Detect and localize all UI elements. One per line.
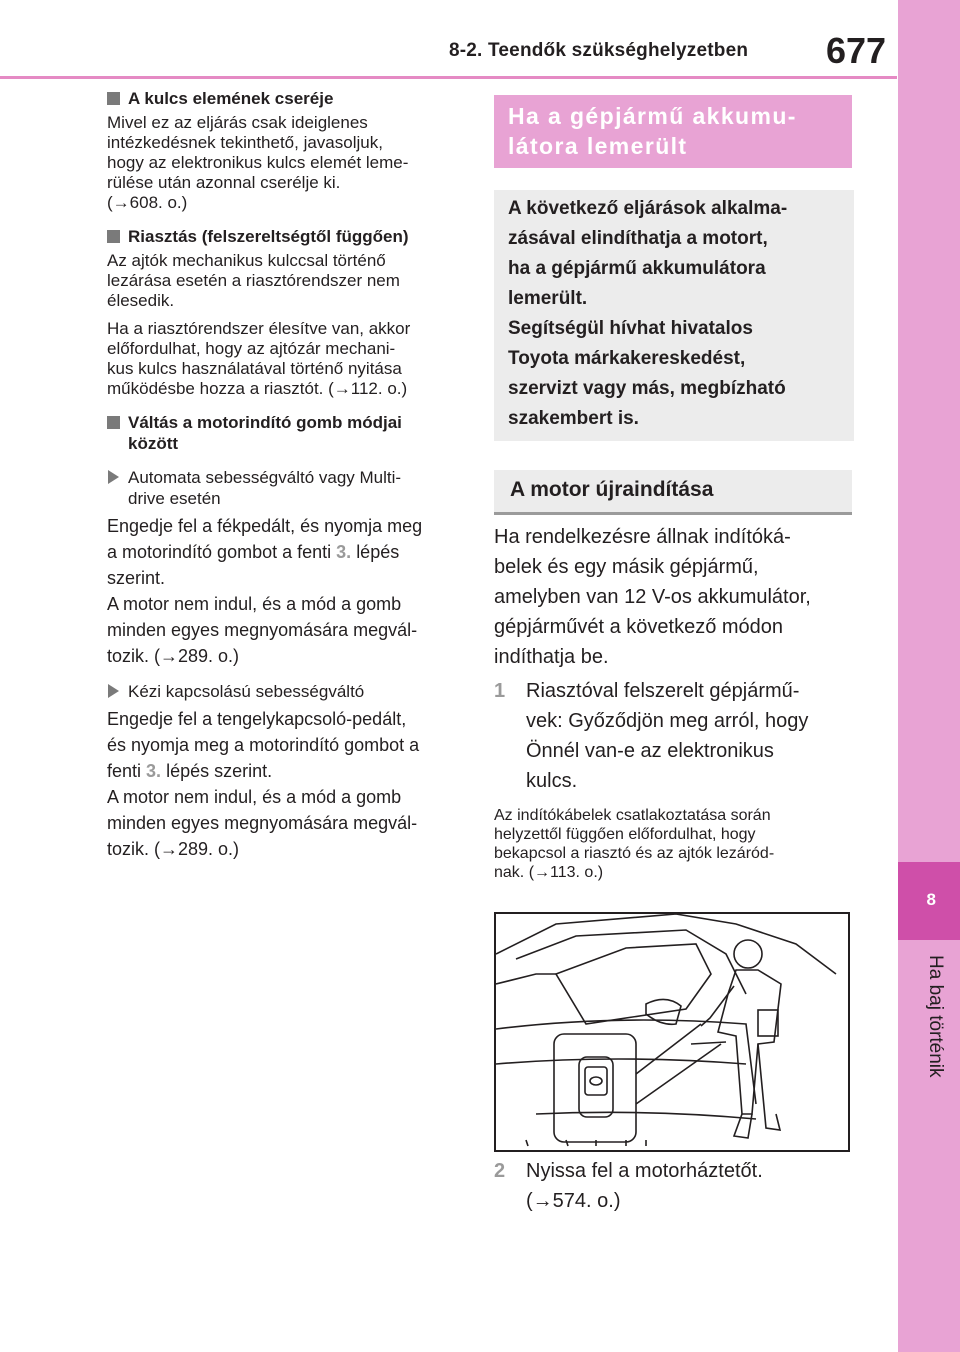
chapter-label: Ha baj történik bbox=[925, 955, 946, 1078]
heading-line: Váltás a motorindító gomb módjai bbox=[128, 413, 402, 432]
text-line: ha a gépjármű akkumulátora bbox=[508, 258, 766, 279]
text-line: minden egyes megnyomására megvál- bbox=[107, 813, 418, 833]
topic-title-box bbox=[494, 95, 852, 168]
text-line: Az ajtók mechanikus kulccsal történő bbox=[107, 251, 386, 270]
paragraph-alarm-1 bbox=[107, 251, 467, 311]
text-line: Toyota márkakereskedést, bbox=[508, 348, 746, 369]
bullet-automatic bbox=[107, 467, 467, 509]
text-line: A motor nem indul, és a mód a gomb bbox=[107, 594, 402, 614]
section-heading-box bbox=[494, 470, 852, 515]
step-reference: 3. bbox=[146, 761, 162, 781]
summary-box bbox=[494, 190, 854, 441]
step-number: 1 bbox=[494, 680, 506, 702]
heading-alarm: Riasztás (felszereltségtől függően) bbox=[107, 226, 467, 247]
illustration-person-with-key-at-car bbox=[494, 912, 850, 1152]
title-line: látora lemerült bbox=[508, 133, 688, 159]
paragraph-automatic bbox=[107, 513, 467, 669]
text-line: Az indítókábelek csatlakoztatása során bbox=[494, 807, 771, 824]
left-column bbox=[107, 88, 467, 862]
text-line: tozik. (→289. o.) bbox=[107, 646, 240, 666]
text-line: rülése után azonnal cserélje ki. bbox=[107, 173, 341, 192]
text-line: működésbe hozza a riasztót. (→112. o.) bbox=[107, 379, 408, 398]
text-line: fenti 3. lépés szerint. bbox=[107, 761, 273, 781]
text-line: intézkedésnek tekinthető, javasoljuk, bbox=[107, 133, 383, 152]
text-line: előfordulhat, hogy az ajtózár mechani- bbox=[107, 339, 396, 358]
chapter-number: 8 bbox=[926, 890, 936, 909]
paragraph-key-battery bbox=[107, 113, 467, 213]
text-line: Automata sebességváltó vagy Multi- bbox=[128, 468, 402, 487]
heading-line: között bbox=[128, 434, 179, 453]
page-number: 677 bbox=[826, 30, 887, 71]
text-line: kus kulcs használatával történő nyitása bbox=[107, 359, 402, 378]
text-line: Riasztóval felszerelt gépjármű- bbox=[526, 680, 800, 702]
text-line: Ha rendelkezésre állnak indítóká- bbox=[494, 526, 791, 548]
text-line: Mivel ez az eljárás csak ideiglenes bbox=[107, 113, 368, 132]
text-line: bekapcsol a riasztó és az ajtók lezáród- bbox=[494, 845, 775, 862]
text-line: Engedje fel a tengelykapcsoló-pedált, bbox=[107, 709, 407, 729]
step-1 bbox=[494, 676, 854, 796]
text-line: lezárása esetén a riasztórendszer nem bbox=[107, 271, 400, 290]
car-door-illustration bbox=[496, 914, 848, 1150]
page-reference: (→574. o.) bbox=[526, 1190, 621, 1212]
step-2 bbox=[494, 1156, 854, 1216]
text-line: amelyben van 12 V-os akkumulátor, bbox=[494, 586, 811, 608]
heading-start-button-modes bbox=[107, 412, 467, 454]
text-line: vek: Győződjön meg arról, hogy bbox=[526, 710, 809, 732]
text-line: szakembert is. bbox=[508, 408, 639, 429]
paragraph-alarm-2 bbox=[107, 319, 467, 399]
text-line: élesedik. bbox=[107, 291, 175, 310]
text-line: zásával elindíthatja a motort, bbox=[508, 228, 768, 249]
text-line: lemerült. bbox=[508, 288, 588, 309]
text-line: gépjárművét a következő módon bbox=[494, 616, 784, 638]
heading-key-battery: A kulcs elemének cseréje bbox=[107, 88, 467, 109]
text-line: Nyissa fel a motorháztetőt. bbox=[526, 1160, 763, 1182]
text-line: drive esetén bbox=[128, 489, 221, 508]
topic-title bbox=[508, 101, 844, 161]
text-line: Önnél van-e az elektronikus bbox=[526, 740, 774, 762]
text-line: kulcs. bbox=[526, 770, 578, 792]
title-line: Ha a gépjármű akkumu- bbox=[508, 103, 797, 129]
paragraph-manual bbox=[107, 706, 467, 862]
text-line: belek és egy másik gépjármű, bbox=[494, 556, 759, 578]
text-line: Engedje fel a fékpedált, és nyomja meg bbox=[107, 516, 423, 536]
text-line: szervizt vagy más, megbízható bbox=[508, 378, 786, 399]
page-reference: (→608. o.) bbox=[107, 193, 188, 212]
section-heading: A motor újraindítása bbox=[510, 478, 714, 501]
text-line: Kézi kapcsolású sebességváltó bbox=[128, 682, 365, 701]
text-line: tozik. (→289. o.) bbox=[107, 839, 240, 859]
section-title: 8-2. Teendők szükséghelyzetben bbox=[449, 40, 749, 61]
intro-paragraph bbox=[494, 522, 854, 672]
step-reference: 3. bbox=[336, 542, 352, 562]
bullet-manual bbox=[107, 681, 467, 702]
summary-text bbox=[508, 194, 844, 434]
chapter-side-tab bbox=[898, 0, 960, 1352]
step-number: 2 bbox=[494, 1160, 506, 1182]
text-line: indíthatja be. bbox=[494, 646, 609, 668]
text-line: szerint. bbox=[107, 568, 166, 588]
text-line: Segítségül hívhat hivatalos bbox=[508, 318, 753, 339]
text-line: hogy az elektronikus kulcs elemét leme- bbox=[107, 153, 409, 172]
text-line: A motor nem indul, és a mód a gomb bbox=[107, 787, 402, 807]
text-line: Ha a riasztórendszer élesítve van, akkor bbox=[107, 319, 411, 338]
header-divider bbox=[0, 76, 897, 79]
text-line: A következő eljárások alkalma- bbox=[508, 198, 788, 219]
text-line: és nyomja meg a motorindító gombot a bbox=[107, 735, 420, 755]
text-line: helyzettől függően előfordulhat, hogy bbox=[494, 826, 756, 843]
text-line: a motorindító gombot a fenti 3. lépés bbox=[107, 542, 400, 562]
note-paragraph bbox=[494, 806, 854, 882]
text-line: minden egyes megnyomására megvál- bbox=[107, 620, 418, 640]
text-line: nak. (→113. o.) bbox=[494, 864, 604, 881]
